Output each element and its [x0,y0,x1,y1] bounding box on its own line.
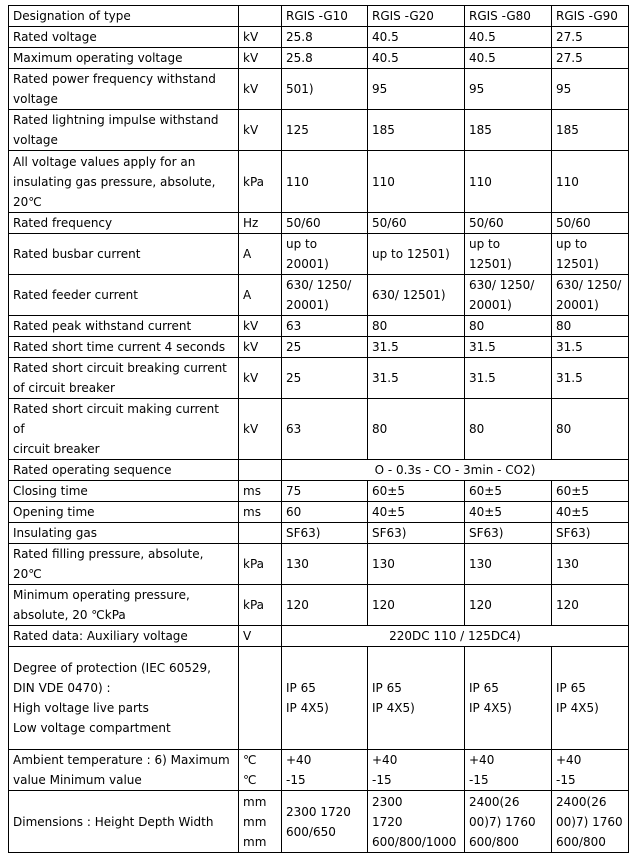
row-label: Insulating gas [9,523,239,544]
row-unit: kV [239,316,282,337]
value-g90: 40±5 [552,502,629,523]
value-g90: 120 [552,585,629,626]
value-g10: 63 [282,316,368,337]
row-unit: A [239,275,282,316]
value-g20: 40±5 [368,502,465,523]
table-row [9,585,629,626]
table-row [9,460,629,481]
value-g10: 120 [282,585,368,626]
value-g10: 630/ 1250/ 20001) [282,275,368,316]
header-designation: Designation of type [9,6,239,27]
row-unit: V [239,626,282,647]
header-g10: RGIS -G10 [282,6,368,27]
value-g80: 130 [465,544,552,585]
header-g90: RGIS -G90 [552,6,629,27]
row-unit: kPa [239,544,282,585]
row-unit: kPa [239,151,282,213]
value-g20: 110 [368,151,465,213]
value-g10: 75 [282,481,368,502]
value-g80: 110 [465,151,552,213]
value-g90: 95 [552,69,629,110]
table-row [9,647,629,750]
value-g90: 130 [552,544,629,585]
row-unit: kV [239,69,282,110]
spec-table [8,5,629,853]
row-label: Rated operating sequence [9,460,239,481]
value-g80: 80 [465,399,552,460]
value-g80: 50/60 [465,213,552,234]
value-g10: 25.8 [282,48,368,69]
value-g90: 110 [552,151,629,213]
value-g20: 130 [368,544,465,585]
row-label: Rated frequency [9,213,239,234]
row-span-value: 220DC 110 / 125DC4) [282,626,629,647]
table-row [9,234,629,275]
value-g80: SF63) [465,523,552,544]
header-g80: RGIS -G80 [465,6,552,27]
value-g80: 60±5 [465,481,552,502]
value-g10: IP 65 IP 4X5) [282,647,368,750]
row-label: Maximum operating voltage [9,48,239,69]
value-g80: up to 12501) [465,234,552,275]
header-row [9,6,629,27]
value-g10: 25 [282,337,368,358]
value-g10: 130 [282,544,368,585]
row-unit: A [239,234,282,275]
row-unit: Hz [239,213,282,234]
row-label: Dimensions : Height Depth Width [9,791,239,853]
value-g90: 2400(26 00)7) 1760 600/800 [552,791,629,853]
table-row [9,337,629,358]
row-label: Closing time [9,481,239,502]
header-g20: RGIS -G20 [368,6,465,27]
row-label: Ambient temperature : 6) Maximum value Minimum value [9,750,239,791]
value-g80: 120 [465,585,552,626]
value-g90: SF63) [552,523,629,544]
header-unit [239,6,282,27]
row-unit [239,460,282,481]
value-g10: 63 [282,399,368,460]
row-unit: ms [239,502,282,523]
value-g10: up to 20001) [282,234,368,275]
row-label: Rated power frequency withstand voltage [9,69,239,110]
row-span-value: O - 0.3s - CO - 3min - CO2) [282,460,629,481]
value-g20: 185 [368,110,465,151]
row-label: Rated busbar current [9,234,239,275]
value-g80: 40.5 [465,27,552,48]
value-g90: 31.5 [552,337,629,358]
value-g80: 630/ 1250/ 20001) [465,275,552,316]
table-row [9,791,629,853]
value-g90: 50/60 [552,213,629,234]
value-g90: 27.5 [552,27,629,48]
value-g10: +40 -15 [282,750,368,791]
value-g20: 40.5 [368,48,465,69]
value-g80: 40.5 [465,48,552,69]
value-g20: 2300 1720 600/800/1000 [368,791,465,853]
value-g80: 40±5 [465,502,552,523]
table-row [9,358,629,399]
row-label: Rated short circuit breaking current of circuit breaker [9,358,239,399]
value-g80: IP 65 IP 4X5) [465,647,552,750]
row-unit: kPa [239,585,282,626]
value-g20: 40.5 [368,27,465,48]
row-label: All voltage values apply for an insulating gas pressure, absolute, 20℃ [9,151,239,213]
value-g80: +40 -15 [465,750,552,791]
row-label: Degree of protection (IEC 60529, DIN VDE 0470) : High voltage live parts Low voltage compartment [9,647,239,750]
row-label: Rated short circuit making current of circuit breaker [9,399,239,460]
table-row [9,213,629,234]
row-unit [239,647,282,750]
value-g90: 80 [552,316,629,337]
row-label: Opening time [9,502,239,523]
value-g80: 31.5 [465,358,552,399]
row-unit: kV [239,399,282,460]
value-g20: 80 [368,316,465,337]
row-label: Rated data: Auxiliary voltage [9,626,239,647]
value-g90: 630/ 1250/ 20001) [552,275,629,316]
value-g20: 630/ 12501) [368,275,465,316]
table-row [9,48,629,69]
table-row [9,523,629,544]
value-g10: 60 [282,502,368,523]
table-row [9,502,629,523]
table-row [9,275,629,316]
table-row [9,399,629,460]
value-g90: 60±5 [552,481,629,502]
row-unit: ms [239,481,282,502]
value-g90: 185 [552,110,629,151]
table-row [9,481,629,502]
value-g10: 125 [282,110,368,151]
value-g10: 25 [282,358,368,399]
value-g20: 60±5 [368,481,465,502]
row-unit: kV [239,27,282,48]
value-g20: 50/60 [368,213,465,234]
value-g10: 50/60 [282,213,368,234]
table-row [9,316,629,337]
value-g80: 95 [465,69,552,110]
value-g20: SF63) [368,523,465,544]
table-row [9,626,629,647]
table-row [9,27,629,48]
value-g20: 95 [368,69,465,110]
value-g10: 110 [282,151,368,213]
row-unit: kV [239,48,282,69]
value-g20: +40 -15 [368,750,465,791]
row-unit: kV [239,337,282,358]
value-g10: 25.8 [282,27,368,48]
value-g80: 2400(26 00)7) 1760 600/800 [465,791,552,853]
value-g10: 501) [282,69,368,110]
value-g10: SF63) [282,523,368,544]
value-g90: 27.5 [552,48,629,69]
value-g20: IP 65 IP 4X5) [368,647,465,750]
value-g90: 31.5 [552,358,629,399]
row-label: Minimum operating pressure, absolute, 20 ℃kPa [9,585,239,626]
row-label: Rated filling pressure, absolute, 20℃ [9,544,239,585]
value-g20: 80 [368,399,465,460]
row-label: Rated feeder current [9,275,239,316]
row-unit: kV [239,110,282,151]
value-g90: +40 -15 [552,750,629,791]
table-row [9,69,629,110]
row-label: Rated peak withstand current [9,316,239,337]
value-g20: 31.5 [368,358,465,399]
table-row [9,110,629,151]
value-g10: 2300 1720 600/650 [282,791,368,853]
row-unit: mm mm mm [239,791,282,853]
table-row [9,151,629,213]
value-g80: 31.5 [465,337,552,358]
value-g80: 80 [465,316,552,337]
value-g90: IP 65 IP 4X5) [552,647,629,750]
row-label: Rated voltage [9,27,239,48]
value-g20: 120 [368,585,465,626]
value-g20: 31.5 [368,337,465,358]
value-g80: 185 [465,110,552,151]
value-g20: up to 12501) [368,234,465,275]
row-unit [239,523,282,544]
row-label: Rated lightning impulse withstand voltage [9,110,239,151]
table-row [9,544,629,585]
row-unit: kV [239,358,282,399]
table-row [9,750,629,791]
row-unit: ℃ ℃ [239,750,282,791]
spec-table-body [9,6,629,853]
value-g90: 80 [552,399,629,460]
value-g90: up to 12501) [552,234,629,275]
row-label: Rated short time current 4 seconds [9,337,239,358]
